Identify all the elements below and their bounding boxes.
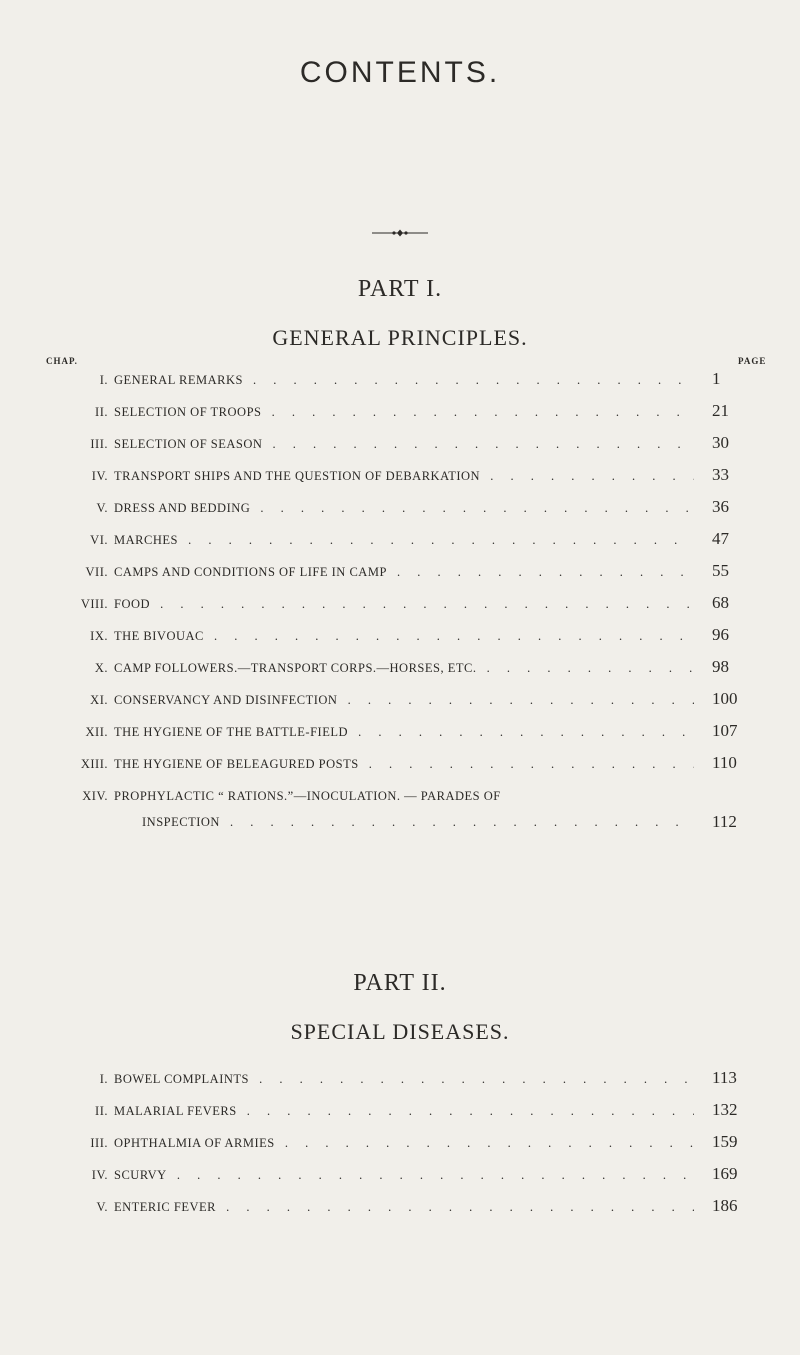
chapter-number: II. [95, 1104, 108, 1118]
toc-row[interactable] [0, 556, 800, 588]
chapter-title[interactable]: ENTERIC FEVER . . . [114, 1200, 694, 1215]
column-page-label: PAGE [738, 356, 767, 366]
page-number: 132 [712, 1100, 738, 1119]
chapter-title[interactable]: PROPHYLACTIC “ RATIONS.”—INOCULATION. — PARADES OF INSPECTION . . . [114, 783, 694, 835]
chapter-title[interactable]: CONSERVANCY AND DISINFECTION . . . [114, 693, 694, 708]
chapter-title[interactable]: THE BIVOUAC . . . [114, 629, 694, 644]
page-number: 98 [712, 657, 729, 676]
chapter-number: IV. [91, 469, 108, 483]
chapter-number: III. [90, 1136, 108, 1150]
page-number: 112 [712, 812, 737, 831]
page-title: CONTENTS. [299, 56, 501, 89]
page-number: 169 [712, 1164, 738, 1183]
chapter-title[interactable]: THE HYGIENE OF BELEAGURED POSTS . . . [114, 757, 694, 772]
chapter-number: IV. [91, 1168, 108, 1182]
chapter-number: VIII. [80, 597, 108, 611]
chapter-number: I. [99, 1072, 108, 1086]
toc-row[interactable] [0, 780, 800, 838]
chapter-title[interactable]: OPHTHALMIA OF ARMIES . . . [114, 1136, 694, 1151]
part-1-chapter-list [0, 364, 800, 838]
toc-row[interactable] [0, 748, 800, 780]
page-number: 33 [712, 465, 729, 484]
toc-row[interactable] [0, 1191, 800, 1223]
part-2-subheading: SPECIAL DISEASES. [290, 1019, 510, 1044]
part-2-heading: PART II. [353, 970, 447, 996]
toc-row[interactable] [0, 492, 800, 524]
page-number: 36 [712, 497, 729, 516]
toc-row[interactable] [0, 652, 800, 684]
chapter-number: IX. [90, 629, 108, 643]
page-number: 55 [712, 561, 729, 580]
toc-row[interactable] [0, 716, 800, 748]
toc-row[interactable] [0, 460, 800, 492]
part-2-chapter-list [0, 1063, 800, 1223]
toc-row[interactable] [0, 364, 800, 396]
part-1-heading: PART I. [357, 276, 443, 302]
toc-row[interactable] [0, 524, 800, 556]
column-chap-label: CHAP. [46, 356, 78, 366]
page-number: 107 [712, 721, 738, 740]
chapter-number: VI. [90, 533, 108, 547]
toc-row[interactable] [0, 684, 800, 716]
page-number: 47 [712, 529, 729, 548]
chapter-title[interactable]: SELECTION OF TROOPS . . . [114, 405, 694, 420]
chapter-number: III. [90, 437, 108, 451]
page-number: 159 [712, 1132, 738, 1151]
chapter-title[interactable]: SELECTION OF SEASON . . . [114, 437, 694, 452]
chapter-number: X. [94, 661, 108, 675]
page-number: 100 [712, 689, 738, 708]
page-number: 110 [712, 753, 737, 772]
chapter-number: XI. [90, 693, 108, 707]
chapter-title[interactable]: THE HYGIENE OF THE BATTLE-FIELD . . . [114, 725, 694, 740]
chapter-title[interactable]: FOOD . . . [114, 597, 694, 612]
toc-row[interactable] [0, 428, 800, 460]
page-number: 96 [712, 625, 729, 644]
chapter-title[interactable]: SCURVY . . . [114, 1168, 694, 1183]
toc-row[interactable] [0, 1127, 800, 1159]
chapter-title[interactable]: BOWEL COMPLAINTS . . . [114, 1072, 694, 1087]
chapter-number: XIV. [82, 789, 108, 803]
toc-row[interactable] [0, 588, 800, 620]
page-number: 113 [712, 1068, 737, 1087]
chapter-title[interactable]: MALARIAL FEVERS . . . [114, 1104, 694, 1119]
toc-row[interactable] [0, 396, 800, 428]
chapter-title[interactable]: CAMP FOLLOWERS.—TRANSPORT CORPS.—HORSES, ETC. . . . [114, 661, 694, 676]
chapter-number: XIII. [80, 757, 108, 771]
chapter-number: II. [95, 405, 108, 419]
ornament-divider-icon [372, 228, 428, 238]
page-number: 186 [712, 1196, 738, 1215]
page-number: 30 [712, 433, 729, 452]
toc-row[interactable] [0, 1159, 800, 1191]
chapter-title[interactable]: DRESS AND BEDDING . . . [114, 501, 694, 516]
toc-row[interactable] [0, 1063, 800, 1095]
part-1-subheading-text: GENERAL PRINCIPLES. [272, 325, 528, 350]
chapter-number: XII. [85, 725, 108, 739]
chapter-title[interactable]: TRANSPORT SHIPS AND THE QUESTION OF DEBARKATION . . . [114, 469, 694, 484]
page-number: 21 [712, 401, 729, 420]
page-number: 68 [712, 593, 729, 612]
chapter-number: VII. [85, 565, 108, 579]
toc-row[interactable] [0, 1095, 800, 1127]
chapter-title[interactable]: CAMPS AND CONDITIONS OF LIFE IN CAMP . . . [114, 565, 694, 580]
chapter-title[interactable]: MARCHES . . . [114, 533, 694, 548]
page-number: 1 [712, 369, 721, 388]
chapter-number: V. [96, 1200, 108, 1214]
chapter-number: V. [96, 501, 108, 515]
chapter-title[interactable]: GENERAL REMARKS . . . [114, 373, 694, 388]
toc-row[interactable] [0, 620, 800, 652]
chapter-number: I. [99, 373, 108, 387]
